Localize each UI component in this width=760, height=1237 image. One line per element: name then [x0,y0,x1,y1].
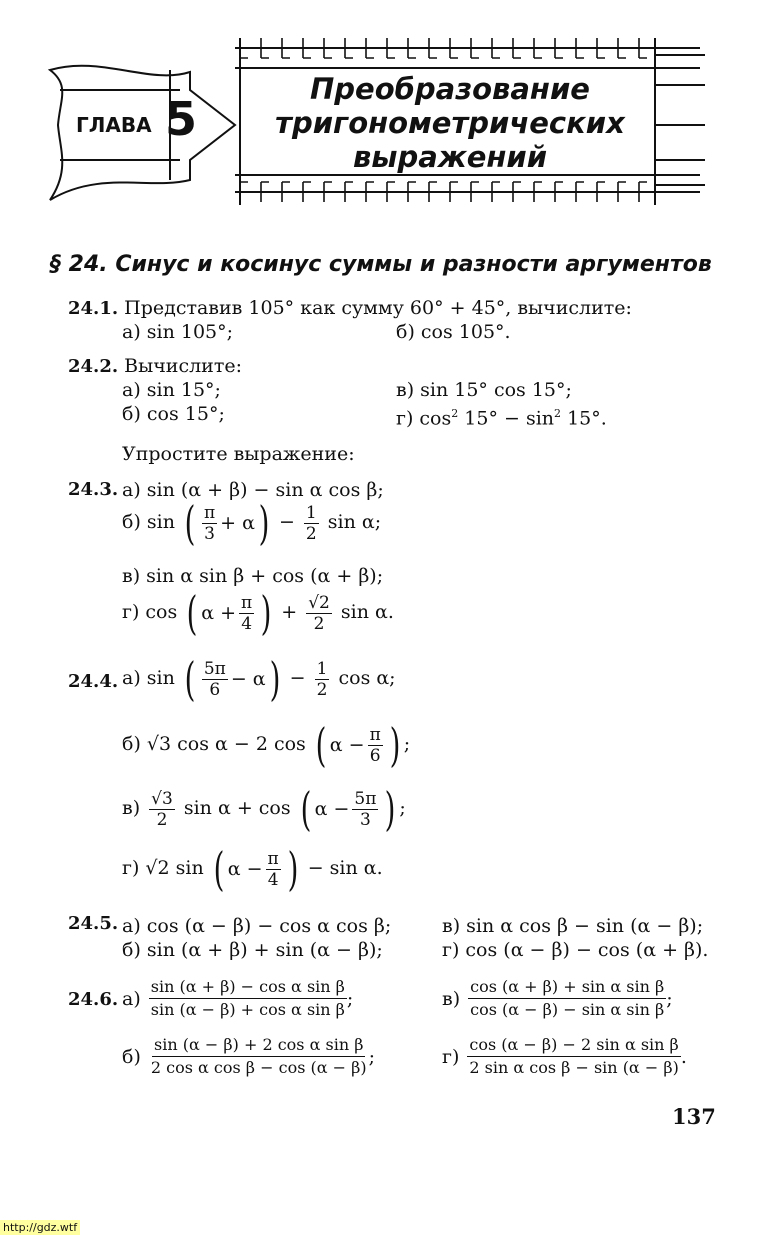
item-d: г) √2 sin ( α − $\frac{\pi}{4}$ ) − sin α. [122,842,383,896]
item-b: б) cos 15°; [122,403,225,425]
problem-24-6-number: 24.6. [68,989,119,1010]
item-c: в) sin 15° cos 15°; [396,379,572,401]
item-c: в) cos (α + β) + sin α sin β cos (α − β) − sin α sin β ; [442,977,673,1019]
chapter-title-line-1: Преобразование [310,72,590,106]
item-d: г) cos ( α + $\frac{\pi}{4}$ ) + $\frac{√2}{2}$ sin α. [122,586,394,640]
chapter-title-line-3: выражений [352,140,548,174]
item-a: а) cos (α − β) − cos α cos β; [122,915,392,937]
chapter-number: 5 [165,92,198,146]
item-d: г) cos (α − β) − 2 sin α sin β 2 sin α cos β − sin (α − β) . [442,1035,687,1077]
item-a: а) sin (α + β) − sin α cos β; [122,479,384,501]
item-b: б) sin ( $\frac{\pi}{3}$ + α ) − $\frac{1}{2}$ sin α; [122,496,382,550]
problem-24-4-number: 24.4. [68,671,119,692]
problem-24-5-number: 24.5. [68,913,119,934]
item-d: г) $\cos^2 15^\circ - \sin^2 15^\circ$. [396,407,607,430]
page-number: 137 [672,1104,716,1129]
item-a: а) sin 15°; [122,379,221,401]
item-b: б) sin (α − β) + 2 cos α sin β 2 cos α cos β − cos (α − β) ; [122,1035,376,1077]
item-c: в) sin α cos β − sin (α − β); [442,915,704,937]
item-b: б) √3 cos α − 2 cos ( α − $\frac{\pi}{6}$ ) ; [122,718,411,772]
item-d: г) cos (α − β) − cos (α + β). [442,939,709,961]
section-number: § 24. [50,252,108,277]
problem-text: Представив 105° как сумму 60° + 45°, вычислите: [124,297,632,319]
chapter-title-line-2: тригонометрических [275,106,625,140]
item-c: в) $\frac{√3}{2}$ sin α + cos ( α − $\frac{5\pi}{3}$ ) ; [122,782,406,836]
problem-24-2 [68,354,242,379]
item-b: б) sin (α + β) + sin (α − β); [122,939,383,961]
section-heading [50,252,712,277]
problem-text: Вычислите: [124,355,242,377]
problem-24-3-number: 24.3. [68,479,119,500]
section-title: Синус и косинус суммы и разности аргументов [115,252,712,277]
watermark: http://gdz.wtf [0,1220,80,1235]
item-a: а) sin (α + β) − cos α sin β sin (α − β) + cos α sin β ; [122,977,354,1019]
item-b: б) cos 105°. [396,321,511,343]
chapter-label: ГЛАВА [76,113,152,137]
problem-24-1 [68,296,632,321]
item-a: а) sin 105°; [122,321,234,343]
item-c: в) sin α sin β + cos (α + β); [122,565,384,587]
item-a: а) sin ( $\frac{5\pi}{6}$ − α ) − $\frac{1}{2}$ cos α; [122,652,396,706]
simplify-instruction: Упростите выражение: [122,443,355,465]
problem-number: 24.2. [68,356,119,377]
problem-number: 24.1. [68,298,119,319]
